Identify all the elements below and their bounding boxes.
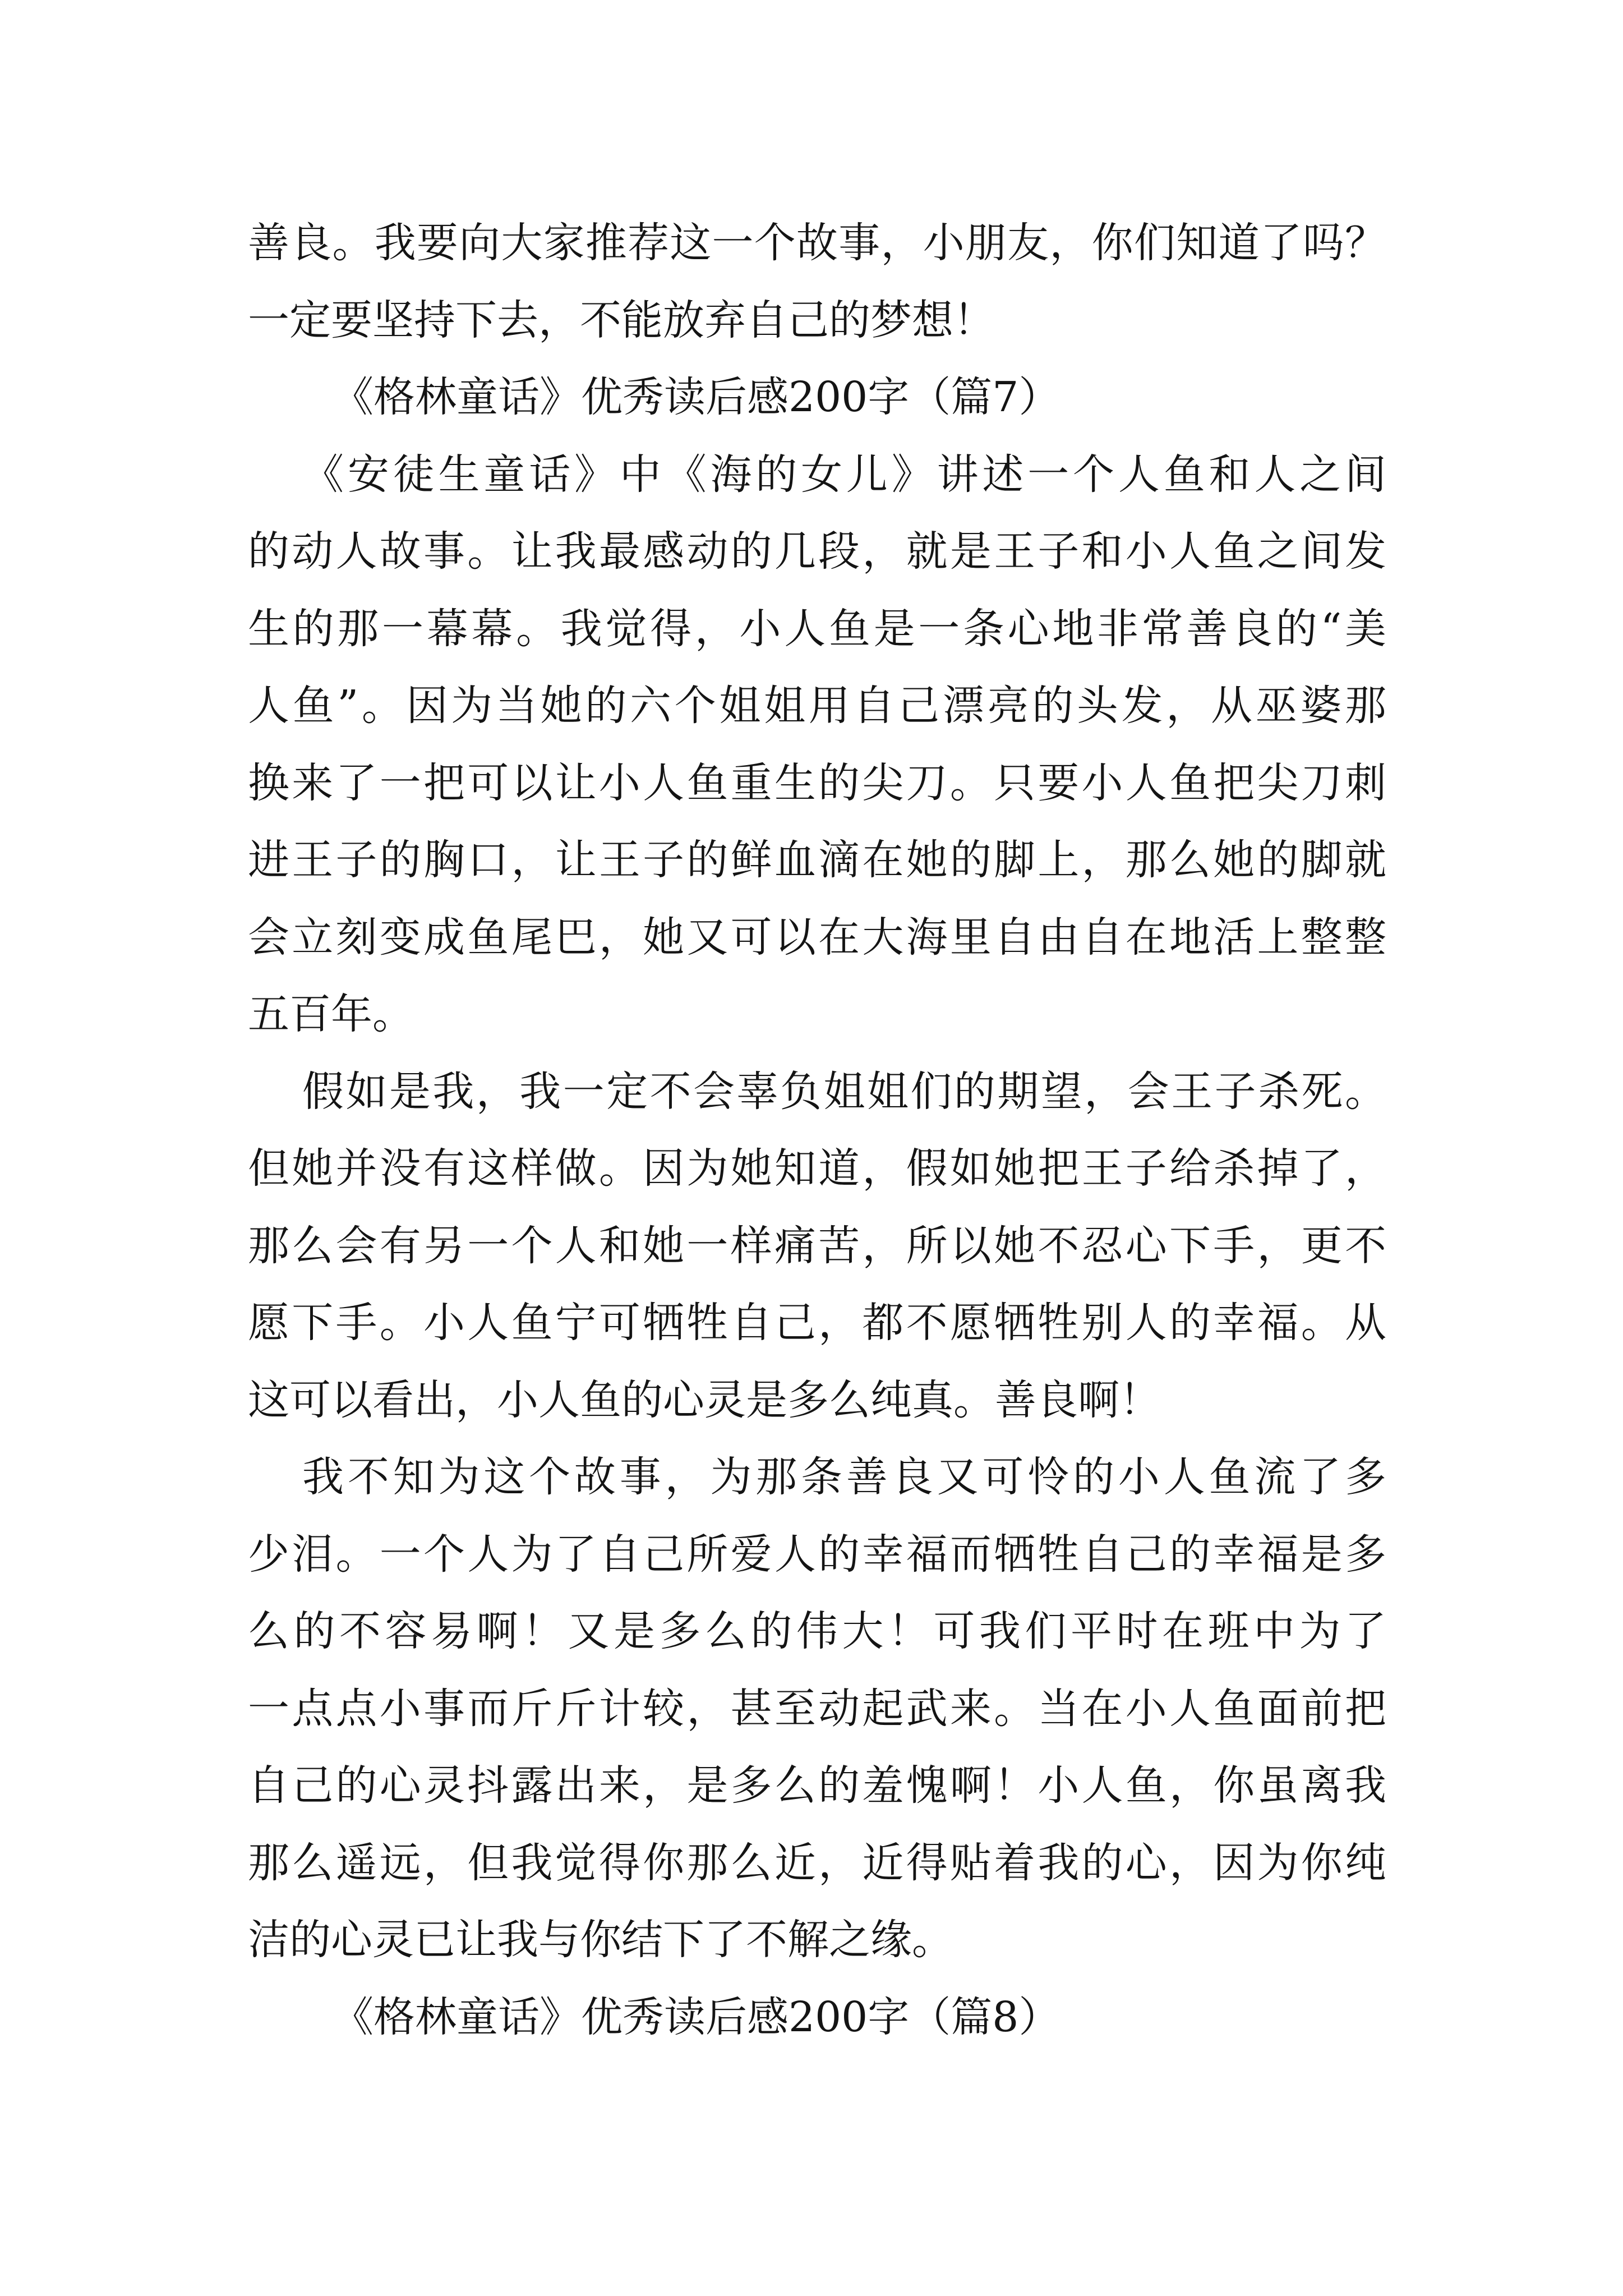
paragraph-line: 善良。我要向大家推荐这一个故事，小朋友，你们知道了吗？ <box>248 219 1386 267</box>
document-body <box>248 205 1386 2056</box>
paragraph-line: 少泪。一个人为了自己所爱人的幸福而牺牲自己的幸福是多 <box>248 1530 1386 1579</box>
paragraph-line: 那么会有另一个人和她一样痛苦，所以她不忍心下手，更不 <box>248 1221 1386 1270</box>
paragraph-reflection <box>248 1439 1386 1979</box>
heading-text: 《格林童话》优秀读后感200字（篇7） <box>332 373 1061 421</box>
paragraph-line: 人鱼”。因为当她的六个姐姐用自己漂亮的头发，从巫婆那 <box>248 682 1386 730</box>
paragraph-line: 假如是我，我一定不会辜负姐姐们的期望，会王子杀死。 <box>302 1067 1386 1116</box>
paragraph-line: 自己的心灵抖露出来，是多么的羞愧啊！小人鱼，你虽离我 <box>248 1761 1386 1810</box>
paragraph-line: 洁的心灵已让我与你结下了不解之缘。 <box>248 1916 953 1964</box>
paragraph-line: 生的那一幕幕。我觉得，小人鱼是一条心地非常善良的“美 <box>248 604 1386 653</box>
paragraph-line: 那么遥远，但我觉得你那么近，近得贴着我的心，因为你纯 <box>248 1838 1386 1887</box>
paragraph-line: 愿下手。小人鱼宁可牺牲自己，都不愿牺牲别人的幸福。从 <box>248 1299 1386 1347</box>
section-heading-8 <box>248 1979 1386 2056</box>
paragraph-little-mermaid-story <box>248 436 1386 1053</box>
paragraph-line: 但她并没有这样做。因为她知道，假如她把王子给杀掉了， <box>248 1144 1386 1193</box>
paragraph-continued <box>248 205 1386 359</box>
paragraph-line: 换来了一把可以让小人鱼重生的尖刀。只要小人鱼把尖刀刺 <box>248 758 1386 807</box>
paragraph-line: 一点点小事而斤斤计较，甚至动起武来。当在小人鱼面前把 <box>248 1684 1386 1733</box>
paragraph-line: 一定要坚持下去，不能放弃自己的梦想！ <box>248 296 995 344</box>
heading-text: 《格林童话》优秀读后感200字（篇8） <box>332 1993 1061 2041</box>
paragraph-if-it-were-me <box>248 1053 1386 1439</box>
section-heading-7 <box>248 359 1386 436</box>
paragraph-line: 会立刻变成鱼尾巴，她又可以在大海里自由自在地活上整整 <box>248 913 1386 961</box>
paragraph-line: 《安徒生童话》中《海的女儿》讲述一个人鱼和人之间 <box>302 450 1386 499</box>
paragraph-line: 五百年。 <box>248 990 414 1038</box>
paragraph-line: 这可以看出，小人鱼的心灵是多么纯真。善良啊！ <box>248 1375 1161 1424</box>
paragraph-line: 么的不容易啊！又是多么的伟大！可我们平时在班中为了 <box>248 1607 1386 1655</box>
paragraph-line: 进王子的胸口，让王子的鲜血滴在她的脚上，那么她的脚就 <box>248 836 1386 884</box>
paragraph-line: 的动人故事。让我最感动的几段，就是王子和小人鱼之间发 <box>248 527 1386 576</box>
paragraph-line: 我不知为这个故事，为那条善良又可怜的小人鱼流了多 <box>302 1453 1386 1501</box>
